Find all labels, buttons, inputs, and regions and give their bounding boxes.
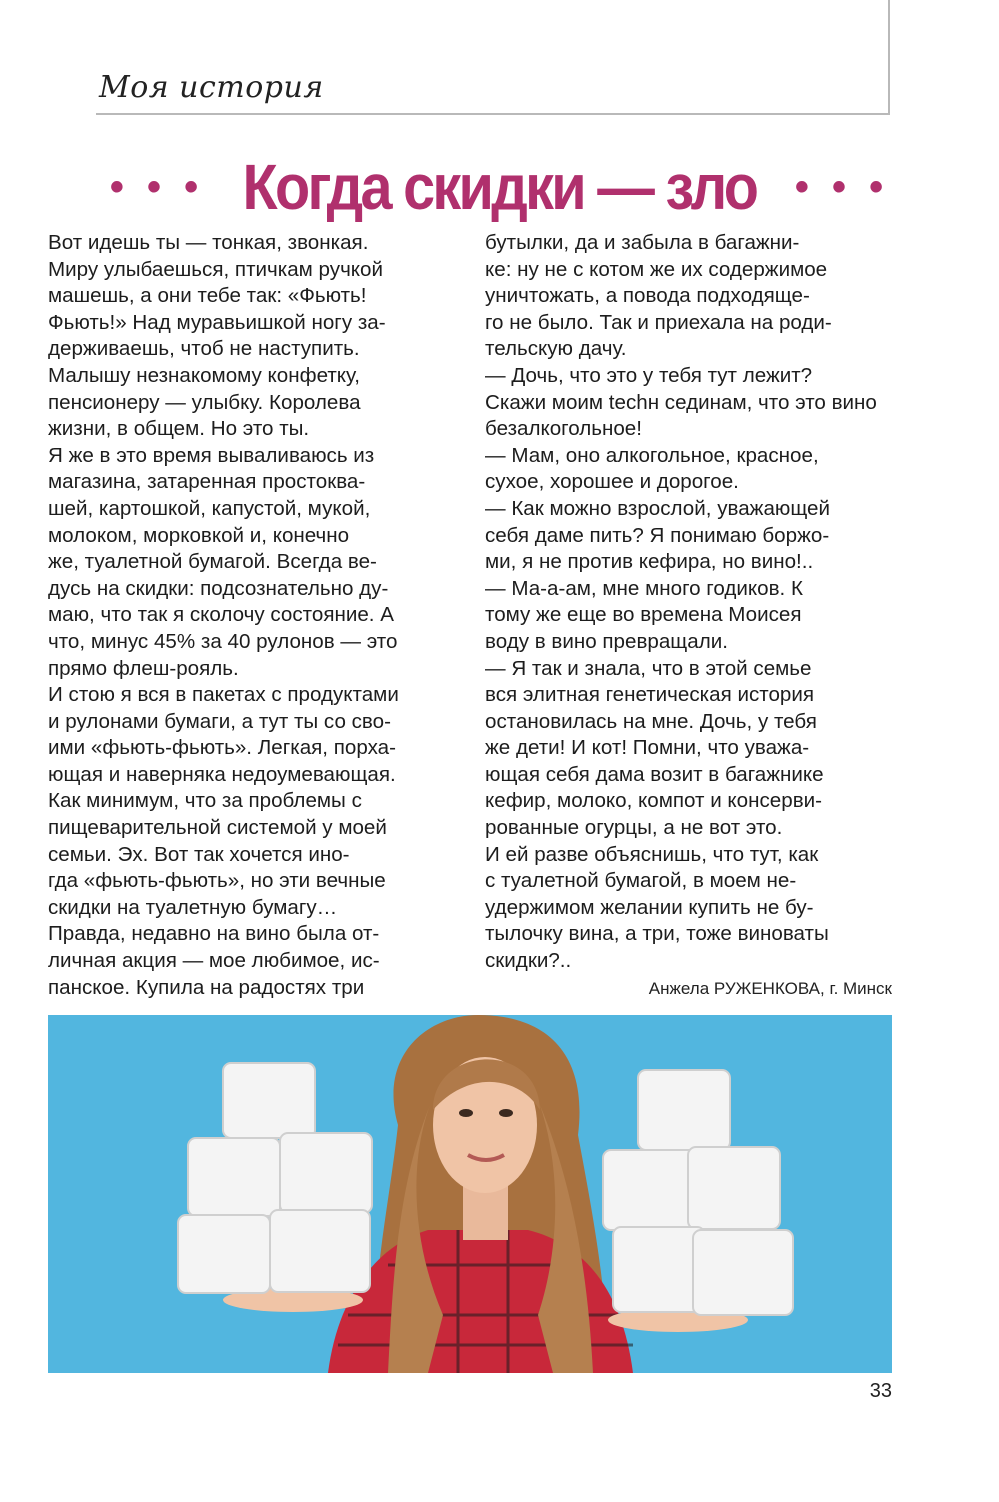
section-label: Моя история [99,70,324,105]
photo-illustration [48,1015,892,1373]
title-row [0,142,999,232]
title-dots-left: • • • [109,164,205,209]
article-column-left: Вот идешь ты — тонкая, звонкая. Миру улыбаешься, птичкам ручкой машешь, а они тебе так: «Фьють! Фьють!» Над муравьишкой ногу за- держиваешь, чтоб не наступить. Малышу незнакомому конфетку, пенсионеру — улыбку. Королева жизни, в общем. Но это ты. Я же в это время вываливаюсь из магазина, затаренная простоква- шей, картошкой, капустой, мукой, молоком, морковкой и, конечно же, туалетной бумагой. Всегда ве- дусь на скидки: подсознательно ду- маю, что так я сколочу состояние. А что, минус 45% за 40 рулонов — это прямо флеш-рояль. И стою я вся в пакетах с продуктами и рулонами бумаги, а тут ты со сво- ими «фьють-фьють». Легкая, порха- ющая и наверняка недоумевающая. Как минимум, что за проблемы с пищеварительной системой у моей семьи. Эх. Вот так хочется ино- гда «фьють-фьють», но эти вечные скидки на туалетную бумагу… Правда, недавно на вино была от- личная акция — мое любимое, ис- панское. Купила на радостях три [48,231,399,999]
article-column-right: бутылки, да и забыла в багажни- ке: ну не с котом же их содержимое уничтожать, а повода подходяще- го не было. Так и приехала на роди- тельскую дачу. — Дочь, что это у тебя тут лежит? Скажи моим techн сединам, что это вино безалкогольное! — Мам, оно алкогольное, красное, сухое, хорошее и дорогое. — Как можно взрослой, уважающей себя даме пить? Я понимаю боржо- ми, я не против кефира, но вино!.. — Ма-а-ам, мне много годиков. К тому же еще во времена Моисея воду в вино превращали. — Я так и знала, что в этой семье вся элитная генетическая история остановилась на мне. Дочь, у тебя же дети! И кот! Помни, что уважа- ющая себя дама возит в багажнике кефир, молоко, компот и консерви- рованные огурцы, а не вот это. И ей разве объяснишь, что тут, как с туалетной бумагой, в моем не- удержимом желании купить не бу- тылочку вина, а три, тоже виноваты скидки?.. [485,231,877,973]
article-author: Анжела РУЖЕНКОВА, г. Минск [648,979,892,998]
title-dots-right: • • • [794,164,890,209]
page-number: 33 [869,1380,892,1402]
article-title: Когда скидки — зло [242,151,757,223]
article-photo [48,1015,892,1373]
